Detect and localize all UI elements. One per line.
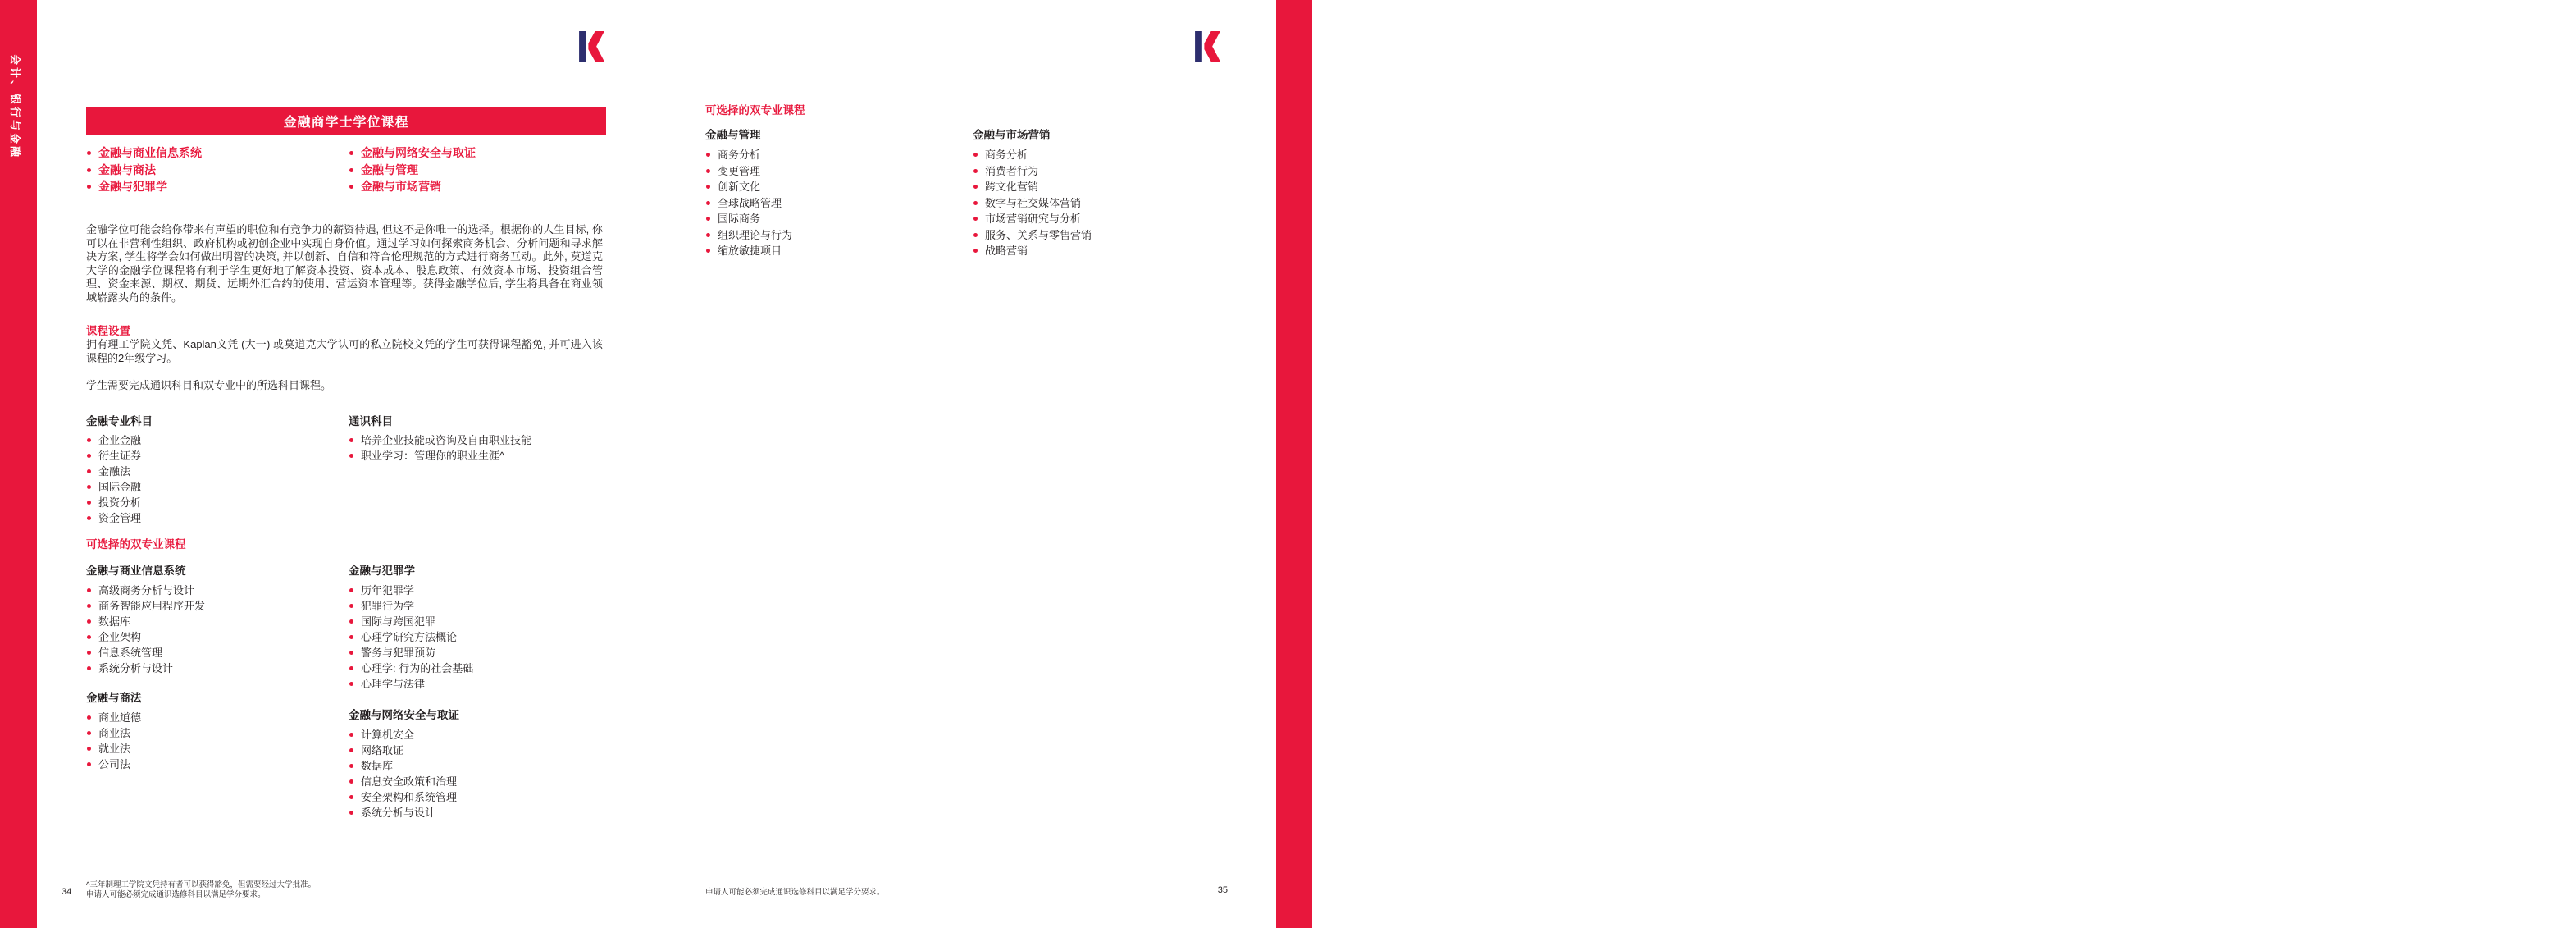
major-group-list bbox=[705, 147, 792, 259]
course-item bbox=[349, 758, 459, 774]
subject-item bbox=[86, 510, 141, 526]
major-group-list bbox=[86, 583, 205, 676]
course-label: 国际与跨国犯罪 bbox=[361, 615, 436, 628]
degree-major-item bbox=[86, 144, 202, 162]
bullet-icon bbox=[349, 795, 353, 799]
course-label: 犯罪行为学 bbox=[361, 600, 415, 612]
course-item bbox=[86, 645, 205, 661]
course-item bbox=[973, 163, 1092, 180]
subject-label: 金融法 bbox=[98, 465, 131, 478]
course-label: 心理学与法律 bbox=[361, 678, 426, 690]
course-label: 心理学: 行为的社会基础 bbox=[361, 662, 474, 674]
bullet-icon bbox=[87, 747, 91, 751]
course-label: 信息系统管理 bbox=[98, 647, 163, 659]
bullet-icon bbox=[349, 438, 353, 442]
bullet-icon bbox=[87, 516, 91, 520]
bullet-icon bbox=[87, 469, 91, 473]
course-label: 缩放敏捷项目 bbox=[718, 245, 782, 257]
major-group bbox=[349, 565, 473, 692]
course-label: 商务分析 bbox=[985, 149, 1028, 161]
course-item bbox=[705, 163, 792, 180]
degree-major-label: 金融与犯罪学 bbox=[98, 180, 167, 193]
major-group-heading: 金融与商业信息系统 bbox=[86, 565, 186, 577]
bullet-icon bbox=[349, 651, 353, 655]
course-item bbox=[86, 741, 142, 757]
degree-title-banner bbox=[86, 107, 606, 135]
degree-major-item bbox=[349, 178, 476, 195]
bullet-icon bbox=[87, 619, 91, 624]
degree-major-label: 金融与商法 bbox=[98, 162, 156, 176]
degree-major-label: 金融与市场营销 bbox=[361, 180, 441, 193]
course-label: 心理学研究方法概论 bbox=[361, 631, 458, 643]
course-label: 历年犯罪学 bbox=[361, 584, 415, 597]
course-item bbox=[973, 227, 1092, 244]
course-item bbox=[973, 195, 1092, 212]
major-group bbox=[973, 129, 1092, 259]
course-item bbox=[705, 211, 792, 227]
course-label: 商务分析 bbox=[718, 149, 761, 161]
footnote bbox=[86, 880, 431, 899]
course-label: 系统分析与设计 bbox=[98, 662, 174, 674]
major-group bbox=[705, 129, 792, 259]
course-label: 消费者行为 bbox=[985, 164, 1039, 177]
subject-label: 国际金融 bbox=[98, 481, 142, 493]
bullet-icon bbox=[87, 715, 91, 720]
general-subjects-list bbox=[349, 432, 531, 464]
bullet-icon bbox=[706, 201, 710, 205]
subject-item bbox=[86, 464, 141, 479]
course-label: 商业道德 bbox=[98, 711, 142, 724]
bullet-icon bbox=[973, 153, 978, 157]
course-item bbox=[86, 614, 205, 629]
bullet-icon bbox=[349, 604, 353, 608]
course-item bbox=[705, 147, 792, 163]
course-item bbox=[349, 774, 459, 789]
course-item bbox=[86, 710, 142, 725]
course-label: 商业法 bbox=[98, 727, 131, 739]
bullet-icon bbox=[87, 438, 91, 442]
footnote: 申请人可能必须完成通识选修科目以满足学分要求。 bbox=[705, 888, 885, 897]
major-group-heading: 金融与犯罪学 bbox=[349, 565, 415, 577]
course-item bbox=[349, 743, 459, 758]
subject-item bbox=[86, 479, 141, 495]
subject-item bbox=[86, 432, 141, 448]
major-group-heading: 金融与商法 bbox=[86, 692, 142, 704]
bullet-icon bbox=[87, 731, 91, 735]
course-item bbox=[349, 629, 473, 645]
bullet-icon bbox=[349, 185, 353, 189]
right-edge-tab bbox=[1276, 0, 2574, 928]
page-number-left: 34 bbox=[62, 887, 72, 897]
course-item bbox=[86, 598, 205, 614]
subject-label: 职业学习：管理你的职业生涯^ bbox=[361, 450, 505, 462]
major-group-list bbox=[349, 583, 473, 692]
bullet-icon bbox=[87, 168, 91, 172]
bullet-icon bbox=[87, 501, 91, 505]
subject-label: 投资分析 bbox=[98, 496, 142, 509]
course-item bbox=[86, 661, 205, 676]
bullet-icon bbox=[973, 233, 978, 237]
course-label: 系统分析与设计 bbox=[361, 807, 436, 819]
degree-major-label: 金融与商业信息系统 bbox=[98, 146, 202, 159]
course-item bbox=[349, 645, 473, 661]
major-group-heading: 金融与网络安全与取证 bbox=[349, 709, 459, 721]
degree-major-item bbox=[86, 162, 202, 179]
bullet-icon bbox=[349, 666, 353, 670]
subject-item bbox=[86, 448, 141, 464]
bullet-icon bbox=[87, 762, 91, 766]
course-item bbox=[973, 243, 1092, 259]
bullet-icon bbox=[87, 588, 91, 592]
course-label: 战略营销 bbox=[985, 245, 1028, 257]
subject-item bbox=[349, 432, 531, 448]
degree-title: 金融商学士学位课程 bbox=[283, 115, 409, 130]
major-group bbox=[86, 565, 205, 676]
bullet-icon bbox=[349, 588, 353, 592]
bullet-icon bbox=[706, 249, 710, 253]
right-edge-tab-label: 会计、银行与金融 bbox=[2561, 58, 2574, 164]
double-major-heading: 可选择的双专业课程 bbox=[705, 104, 805, 117]
course-item bbox=[349, 727, 459, 743]
bullet-icon bbox=[87, 604, 91, 608]
kaplan-logo bbox=[1195, 31, 1220, 62]
kaplan-logo bbox=[579, 31, 604, 62]
course-label: 跨文化营销 bbox=[985, 181, 1039, 193]
course-label: 商务智能应用程序开发 bbox=[98, 600, 206, 612]
major-group-list bbox=[349, 727, 459, 821]
footnote-line: 申请人可能必须完成通识选修科目以满足学分要求。 bbox=[86, 889, 266, 899]
course-item bbox=[705, 243, 792, 259]
bullet-icon bbox=[349, 454, 353, 458]
bullet-icon bbox=[349, 619, 353, 624]
course-label: 警务与犯罪预防 bbox=[361, 647, 436, 659]
degree-major-item bbox=[86, 178, 202, 195]
bullet-icon bbox=[973, 169, 978, 173]
course-item bbox=[973, 147, 1092, 163]
course-label: 数据库 bbox=[361, 760, 394, 772]
bullet-icon bbox=[973, 185, 978, 189]
bullet-icon bbox=[349, 764, 353, 768]
course-label: 组织理论与行为 bbox=[718, 228, 793, 241]
left-edge-tab bbox=[0, 0, 37, 928]
course-item bbox=[349, 676, 473, 692]
bullet-icon bbox=[973, 217, 978, 221]
course-label: 国际商务 bbox=[718, 213, 761, 225]
bullet-icon bbox=[87, 454, 91, 458]
bullet-icon bbox=[349, 733, 353, 737]
major-group-heading: 金融与管理 bbox=[705, 129, 761, 141]
bullet-icon bbox=[706, 185, 710, 189]
subject-item bbox=[349, 448, 531, 464]
subject-label: 培养企业技能或咨询及自由职业技能 bbox=[361, 434, 532, 446]
degree-major-label: 金融与网络安全与取证 bbox=[361, 146, 476, 159]
bullet-icon bbox=[973, 249, 978, 253]
degree-major-item bbox=[349, 144, 476, 162]
course-item bbox=[349, 661, 473, 676]
course-item bbox=[705, 227, 792, 244]
bullet-icon bbox=[349, 635, 353, 639]
degree-majors-col1 bbox=[86, 144, 202, 195]
degree-majors-col2 bbox=[349, 144, 476, 195]
course-label: 计算机安全 bbox=[361, 729, 415, 741]
bullet-icon bbox=[87, 185, 91, 189]
bullet-icon bbox=[706, 217, 710, 221]
major-group bbox=[86, 692, 142, 772]
course-item bbox=[86, 629, 205, 645]
course-item bbox=[349, 598, 473, 614]
bullet-icon bbox=[349, 168, 353, 172]
bullet-icon bbox=[973, 201, 978, 205]
bullet-icon bbox=[87, 666, 91, 670]
course-item bbox=[86, 583, 205, 598]
bullet-icon bbox=[706, 169, 710, 173]
course-item bbox=[349, 789, 459, 805]
course-label: 信息安全政策和治理 bbox=[361, 775, 458, 788]
bullet-icon bbox=[87, 151, 91, 155]
degree-major-item bbox=[349, 162, 476, 179]
intro-paragraph: 金融学位可能会给你带来有声望的职位和有竞争力的薪资待遇, 但这不是你唯一的选择。根据你的人生目标, 你可以在非营利性组织、政府机构或初创企业中实现自身价值。通过学习如何探索商务机会、分析问题和寻求解决方案, 学生将学会如何做出明智的决策, 并以创新、自信和符合伦理规范的方式进行商务互动。此外, 莫道克大学的金融学位课程将有利于学生更好地了解资本投资、资本成本、股息政策、有效资本市场、投资组合管理、资金来源、期权、期货、远期外汇合约的使用、营运资本管理等。获得金融学位后, 学生将具备在商业领域崭露头角的条件。 bbox=[86, 223, 603, 304]
course-setup-body: 拥有理工学院文凭、Kaplan文凭 (大一) 或莫道克大学认可的私立院校文凭的学生可获得课程豁免, 并可进入该课程的2年级学习。 bbox=[86, 338, 603, 364]
major-group-list bbox=[86, 710, 142, 772]
course-item bbox=[86, 757, 142, 772]
general-subjects-heading: 通识科目 bbox=[349, 415, 393, 427]
finance-subjects-heading: 金融专业科目 bbox=[86, 415, 153, 427]
bullet-icon bbox=[349, 748, 353, 752]
major-group bbox=[349, 709, 459, 821]
course-label: 就业法 bbox=[98, 743, 131, 755]
course-label: 数据库 bbox=[98, 615, 131, 628]
course-item bbox=[705, 179, 792, 195]
bullet-icon bbox=[349, 779, 353, 784]
subject-item bbox=[86, 495, 141, 510]
bullet-icon bbox=[706, 233, 710, 237]
course-item bbox=[349, 805, 459, 821]
course-label: 变更管理 bbox=[718, 164, 761, 177]
course-label: 企业架构 bbox=[98, 631, 142, 643]
course-item bbox=[349, 583, 473, 598]
course-label: 数字与社交媒体营销 bbox=[985, 196, 1082, 209]
major-group-list bbox=[973, 147, 1092, 259]
subject-label: 衍生证券 bbox=[98, 450, 142, 462]
subject-label: 资金管理 bbox=[98, 512, 142, 524]
course-item bbox=[86, 725, 142, 741]
course-item bbox=[349, 614, 473, 629]
finance-subjects-list bbox=[86, 432, 141, 526]
course-label: 网络取证 bbox=[361, 744, 404, 757]
page-number-right: 35 bbox=[1217, 885, 1228, 895]
course-item bbox=[705, 195, 792, 212]
bullet-icon bbox=[706, 153, 710, 157]
course-label: 服务、关系与零售营销 bbox=[985, 228, 1092, 241]
course-setup-heading: 课程设置 bbox=[86, 325, 130, 337]
course-item bbox=[973, 211, 1092, 227]
bullet-icon bbox=[349, 682, 353, 686]
subject-label: 企业金融 bbox=[98, 434, 142, 446]
course-item bbox=[973, 179, 1092, 195]
double-major-heading: 可选择的双专业课程 bbox=[86, 538, 186, 551]
course-label: 创新文化 bbox=[718, 181, 761, 193]
major-group-heading: 金融与市场营销 bbox=[973, 129, 1051, 141]
course-label: 全球战略管理 bbox=[718, 196, 782, 209]
course-label: 市场营销研究与分析 bbox=[985, 213, 1082, 225]
footnote-line: ^三年制理工学院文凭持有者可以获得豁免，但需要经过大学批准。 bbox=[86, 880, 316, 889]
bullet-icon bbox=[87, 485, 91, 489]
bullet-icon bbox=[349, 151, 353, 155]
degree-major-label: 金融与管理 bbox=[361, 162, 418, 176]
left-edge-tab-label: 会计、银行与金融 bbox=[9, 54, 21, 160]
course-setup-note: 学生需要完成通识科目和双专业中的所选科目课程。 bbox=[86, 379, 332, 391]
course-label: 安全架构和系统管理 bbox=[361, 791, 458, 803]
bullet-icon bbox=[349, 811, 353, 815]
bullet-icon bbox=[87, 635, 91, 639]
bullet-icon bbox=[87, 651, 91, 655]
course-label: 高级商务分析与设计 bbox=[98, 584, 195, 597]
course-label: 公司法 bbox=[98, 758, 131, 770]
